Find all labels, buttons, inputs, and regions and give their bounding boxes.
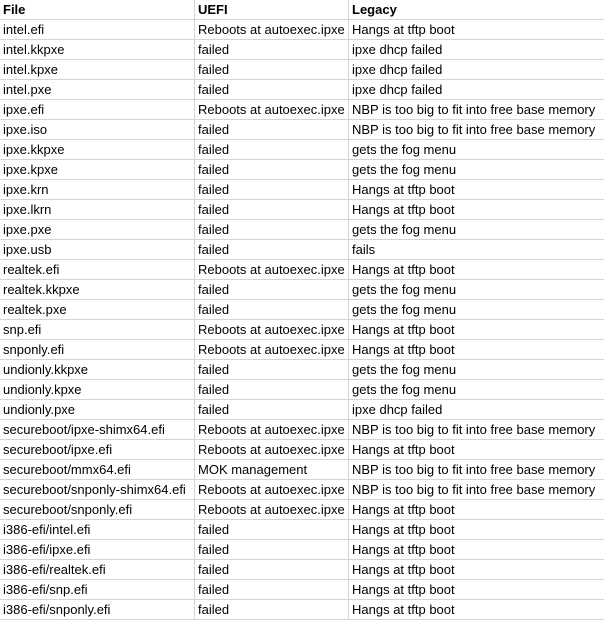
header-row [0,0,604,20]
cell-legacy[interactable]: gets the fog menu [352,302,457,317]
cell-file[interactable]: undionly.pxe [0,400,195,419]
table-row [0,220,604,240]
cell-file[interactable]: secureboot/ipxe-shimx64.efi [0,420,195,439]
cell-file[interactable]: realtek.kkpxe [0,280,195,299]
table-row [0,80,604,100]
cell-file[interactable]: secureboot/ipxe.efi [0,440,195,459]
cell-legacy[interactable]: Hangs at tftp boot [352,442,455,457]
cell-legacy[interactable]: gets the fog menu [352,382,457,397]
cell-uefi[interactable]: failed [195,560,349,579]
cell-file[interactable]: i386-efi/intel.efi [0,520,195,539]
table-row [0,40,604,60]
cell-legacy[interactable]: Hangs at tftp boot [352,542,455,557]
cell-uefi[interactable]: failed [195,520,349,539]
table-row [0,480,604,500]
cell-legacy[interactable]: Hangs at tftp boot [352,322,455,337]
cell-legacy[interactable]: gets the fog menu [352,222,457,237]
cell-file[interactable]: secureboot/mmx64.efi [0,460,195,479]
cell-legacy[interactable]: Hangs at tftp boot [352,262,455,277]
table-row [0,420,604,440]
table-row [0,140,604,160]
cell-legacy[interactable]: NBP is too big to fit into free base memory [352,462,596,477]
cell-legacy[interactable]: gets the fog menu [352,282,457,297]
cell-file[interactable]: ipxe.kpxe [0,160,195,179]
table-row [0,440,604,460]
cell-uefi[interactable]: failed [195,200,349,219]
table-row [0,360,604,380]
cell-uefi[interactable]: Reboots at autoexec.ipxe [195,340,349,359]
cell-legacy[interactable]: NBP is too big to fit into free base memory [352,422,596,437]
cell-uefi[interactable]: failed [195,180,349,199]
cell-uefi[interactable]: failed [195,540,349,559]
cell-legacy[interactable]: NBP is too big to fit into free base memory [352,122,596,137]
header-cell-uefi[interactable]: UEFI [195,0,349,19]
cell-file[interactable]: i386-efi/snponly.efi [0,600,195,619]
table-row [0,240,604,260]
cell-legacy[interactable]: ipxe dhcp failed [352,82,443,97]
cell-uefi[interactable]: Reboots at autoexec.ipxe [195,500,349,519]
cell-legacy[interactable]: Hangs at tftp boot [352,602,455,617]
cell-legacy[interactable]: fails [352,242,376,257]
cell-uefi[interactable]: failed [195,80,349,99]
table-row [0,60,604,80]
cell-legacy[interactable]: gets the fog menu [352,162,457,177]
cell-legacy[interactable]: gets the fog menu [352,362,457,377]
table-row [0,280,604,300]
cell-legacy[interactable]: gets the fog menu [352,142,457,157]
cell-uefi[interactable]: Reboots at autoexec.ipxe [195,100,349,119]
cell-file[interactable]: ipxe.pxe [0,220,195,239]
cell-file[interactable]: snponly.efi [0,340,195,359]
cell-file[interactable]: ipxe.lkrn [0,200,195,219]
cell-uefi[interactable]: MOK management [195,460,349,479]
cell-legacy[interactable]: Hangs at tftp boot [352,342,455,357]
table-row [0,560,604,580]
cell-file[interactable]: intel.efi [0,20,195,39]
cell-uefi[interactable]: failed [195,140,349,159]
cell-legacy[interactable]: Hangs at tftp boot [352,582,455,597]
cell-file[interactable]: undionly.kkpxe [0,360,195,379]
table-row [0,120,604,140]
cell-uefi[interactable]: Reboots at autoexec.ipxe [195,260,349,279]
cell-file[interactable]: ipxe.kkpxe [0,140,195,159]
cell-legacy[interactable]: Hangs at tftp boot [352,522,455,537]
cell-legacy[interactable]: Hangs at tftp boot [352,502,455,517]
cell-file[interactable]: i386-efi/snp.efi [0,580,195,599]
cell-file[interactable]: realtek.pxe [0,300,195,319]
table-row [0,600,604,620]
cell-uefi[interactable]: failed [195,300,349,319]
cell-file[interactable]: ipxe.iso [0,120,195,139]
cell-file[interactable]: ipxe.usb [0,240,195,259]
cell-legacy[interactable]: NBP is too big to fit into free base memory [352,482,596,497]
cell-file[interactable]: ipxe.krn [0,180,195,199]
table-row [0,580,604,600]
table-row [0,340,604,360]
cell-file[interactable]: intel.pxe [0,80,195,99]
header-cell-file[interactable]: File [0,0,195,19]
cell-uefi[interactable]: failed [195,160,349,179]
table-row [0,260,604,280]
cell-legacy[interactable]: Hangs at tftp boot [352,182,455,197]
cell-legacy[interactable]: Hangs at tftp boot [352,22,455,37]
cell-uefi[interactable]: failed [195,240,349,259]
cell-uefi[interactable]: failed [195,40,349,59]
table-row [0,460,604,480]
cell-uefi[interactable]: failed [195,280,349,299]
table-row [0,200,604,220]
cell-uefi[interactable]: Reboots at autoexec.ipxe [195,420,349,439]
cell-uefi[interactable]: failed [195,600,349,619]
cell-uefi[interactable]: Reboots at autoexec.ipxe [195,480,349,499]
cell-file[interactable]: secureboot/snponly-shimx64.efi [0,480,195,499]
table-row [0,540,604,560]
cell-legacy[interactable]: Hangs at tftp boot [352,202,455,217]
cell-file[interactable]: realtek.efi [0,260,195,279]
cell-legacy[interactable]: Hangs at tftp boot [352,562,455,577]
cell-file[interactable]: undionly.kpxe [0,380,195,399]
table-row [0,500,604,520]
cell-uefi[interactable]: failed [195,360,349,379]
cell-uefi[interactable]: failed [195,580,349,599]
table-row [0,160,604,180]
cell-file[interactable]: i386-efi/ipxe.efi [0,540,195,559]
table-row [0,100,604,120]
cell-uefi[interactable]: Reboots at autoexec.ipxe [195,440,349,459]
table-row [0,380,604,400]
cell-uefi[interactable]: failed [195,220,349,239]
cell-legacy[interactable]: ipxe dhcp failed [352,62,443,77]
cell-uefi[interactable]: failed [195,380,349,399]
table-row [0,320,604,340]
cell-uefi[interactable]: failed [195,400,349,419]
cell-file[interactable]: snp.efi [0,320,195,339]
cell-legacy[interactable]: NBP is too big to fit into free base memory [352,102,596,117]
cell-uefi[interactable]: Reboots at autoexec.ipxe [195,20,349,39]
table-row [0,20,604,40]
table-row [0,400,604,420]
table-row [0,300,604,320]
cell-file[interactable]: secureboot/snponly.efi [0,500,195,519]
cell-uefi[interactable]: failed [195,60,349,79]
cell-legacy[interactable]: ipxe dhcp failed [352,42,443,57]
cell-legacy[interactable]: ipxe dhcp failed [352,402,443,417]
cell-uefi[interactable]: Reboots at autoexec.ipxe [195,320,349,339]
cell-uefi[interactable]: failed [195,120,349,139]
cell-file[interactable]: ipxe.efi [0,100,195,119]
cell-file[interactable]: intel.kkpxe [0,40,195,59]
table-row [0,520,604,540]
header-cell-legacy[interactable]: Legacy [352,2,397,17]
table-row [0,180,604,200]
cell-file[interactable]: i386-efi/realtek.efi [0,560,195,579]
cell-file[interactable]: intel.kpxe [0,60,195,79]
